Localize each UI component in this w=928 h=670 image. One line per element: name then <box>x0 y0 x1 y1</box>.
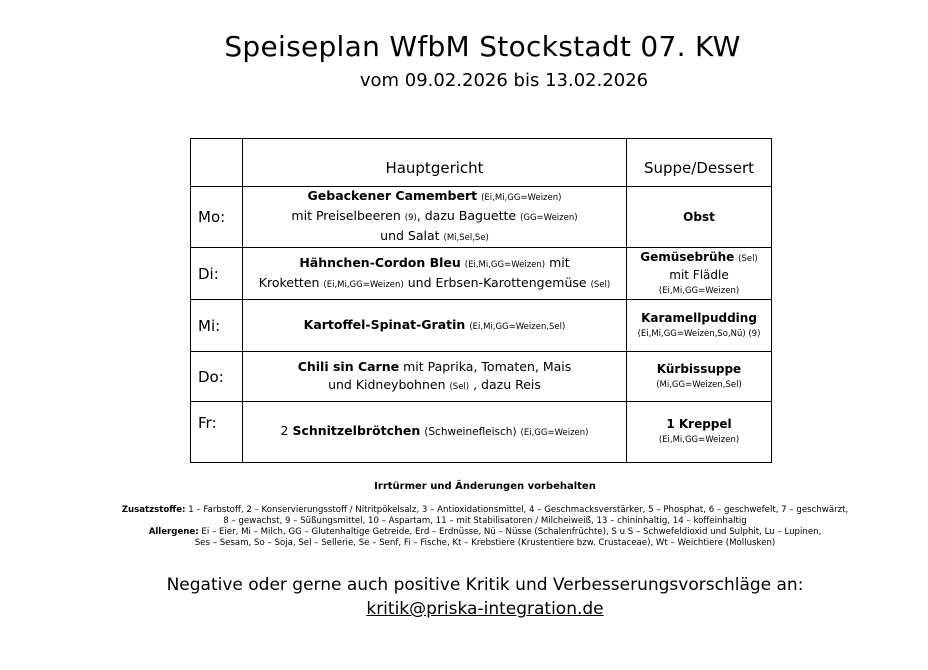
table-row <box>191 300 772 352</box>
header-soup-dessert: Suppe/Dessert <box>627 139 772 187</box>
allergen-note: (Sel) <box>738 253 758 264</box>
day-label: Di: <box>191 248 243 300</box>
dessert-cell <box>627 300 772 352</box>
table-row <box>191 187 772 248</box>
dish-text: mit <box>549 254 570 270</box>
dish-name: Kartoffel-Spinat-Gratin <box>303 316 466 332</box>
dessert-name: Karamellpudding <box>641 310 757 325</box>
feedback-text: Negative oder gerne auch positive Kritik und Verbesserungsvorschläge an: <box>166 575 804 595</box>
dish-text: Kroketten <box>258 274 320 290</box>
day-label: Fr: <box>191 402 243 463</box>
date-range: vom 09.02.2026 bis 13.02.2026 <box>359 70 649 91</box>
page-title: Speiseplan WfbM Stockstadt 07. KW <box>224 30 741 63</box>
allergen-note: (Ei,GG=Weizen) <box>520 428 589 438</box>
soup-name: Kürbissuppe <box>656 361 742 376</box>
allergens-text: Ei – Eier, Mi – Milch, GG – Glutenhaltige Getreide, Erd – Erdnüsse, Nü – Nüsse (Schalenfrüchte), S u S – Schwefeldioxid und Sulphit, Lu – Lupinen, <box>201 527 822 537</box>
disclaimer-note: Irrtürmer und Änderungen vorbehalten <box>374 481 596 492</box>
feedback-block <box>0 573 928 621</box>
day-label: Mi: <box>191 300 243 352</box>
allergen-note: (Ei,Mi,GG=Weizen,Sel) <box>469 321 566 332</box>
allergen-note: (Mi,Sel,Se) <box>443 233 489 243</box>
allergen-note: (Ei,Mi,GG=Weizen) <box>658 285 740 296</box>
day-label: Do: <box>191 352 243 402</box>
allergen-note: (Ei,Mi,GG=Weizen,So,Nü) (9) <box>637 328 761 339</box>
allergen-note: (Sel) <box>590 279 611 290</box>
dish-name: Gebackener Camembert <box>307 188 478 203</box>
allergens-text: Ses – Sesam, So – Soja, Sel – Sellerie, Se – Senf, Fi – Fische, Kt – Krebstiere (Krustentiere bzw. Crustaceae), Wt – Weichtiere (Mollusken) <box>194 538 776 548</box>
dish-text: und Erbsen-Karottengemüse <box>407 274 587 290</box>
dessert-name: Obst <box>683 210 715 224</box>
dish-text: und Kidneybohnen <box>328 376 446 392</box>
allergens-label: Allergene: <box>148 527 199 537</box>
main-dish-cell <box>243 248 627 300</box>
additive-note: (9) <box>404 213 417 223</box>
table-row <box>191 402 772 463</box>
allergen-note: (Sel) <box>449 381 470 392</box>
dish-text: mit Paprika, Tomaten, Mais <box>403 358 572 374</box>
dish-name: Chili sin Carne <box>297 358 400 374</box>
dessert-cell <box>627 187 772 248</box>
soup-cell <box>627 352 772 402</box>
soup-cell <box>627 248 772 300</box>
dish-name: Hähnchen-Cordon Bleu <box>299 254 461 270</box>
table-header-row <box>191 139 772 187</box>
allergen-note: (Ei,Mi,GG=Weizen) <box>481 193 562 203</box>
legend-block <box>0 505 928 549</box>
day-label: Mo: <box>191 187 243 248</box>
dish-text: mit Preiselbeeren <box>291 208 401 223</box>
feedback-email-link[interactable]: kritik@priska-integration.de <box>366 599 604 619</box>
main-dish-cell <box>243 402 627 463</box>
allergen-note: (Mi,GG=Weizen,Sel) <box>656 379 742 390</box>
dish-text: und Salat <box>380 228 440 243</box>
additives-text: 1 – Farbstoff, 2 – Konservierungsstoff / Nitritpökelsalz, 3 – Antioxidationsmittel, 4 – Geschmacksverstärker, 5 – Phosphat, 6 – geschwefelt, 7 – geschwärzt, <box>188 505 849 515</box>
dessert-cell <box>627 402 772 463</box>
soup-name: Gemüsebrühe <box>640 249 735 264</box>
dessert-name: 1 Kreppel <box>666 417 732 431</box>
allergen-note: (Ei,Mi,GG=Weizen) <box>658 435 740 445</box>
dish-text: , dazu Reis <box>473 376 541 392</box>
table-row <box>191 352 772 402</box>
table-row <box>191 248 772 300</box>
dish-text: (Schweinefleisch) <box>424 426 517 438</box>
dish-count: 2 <box>280 423 289 438</box>
allergen-note: (GG=Weizen) <box>520 213 578 223</box>
header-day-cell <box>191 139 243 187</box>
additives-label: Zusatzstoffe: <box>121 505 186 515</box>
additives-text: 8 – gewachst, 9 – Süßungsmittel, 10 – Aspartam, 11 – mit Stabilisatoren / Milcheiweiß, 13 – chininhaltig, 14 – koffeinhaltig <box>223 516 747 526</box>
allergen-note: (Ei,Mi,GG=Weizen) <box>323 279 404 290</box>
allergen-note: (Ei,Mi,GG=Weizen) <box>464 259 546 270</box>
main-dish-cell <box>243 300 627 352</box>
dish-text: , dazu Baguette <box>416 208 517 223</box>
main-dish-cell <box>243 352 627 402</box>
soup-text: mit Flädle <box>669 267 729 282</box>
header-main-dish: Hauptgericht <box>243 139 627 187</box>
menu-table <box>190 138 772 463</box>
dish-name: Schnitzelbrötchen <box>292 423 421 438</box>
main-dish-cell <box>243 187 627 248</box>
